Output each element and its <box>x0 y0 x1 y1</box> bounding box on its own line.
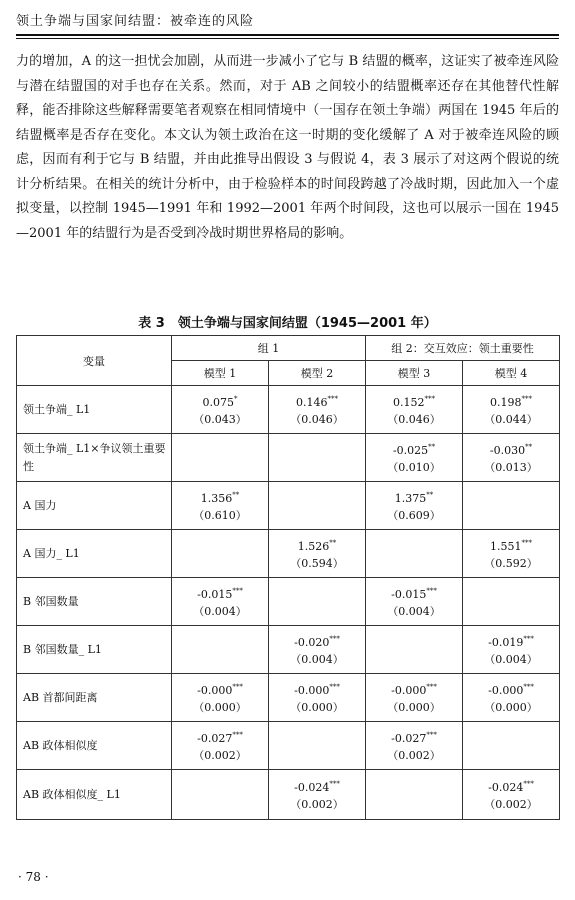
standard-error: （0.002） <box>387 749 441 762</box>
standard-error: （0.002） <box>290 798 344 811</box>
model-4-cell <box>463 482 560 530</box>
coefficient-value: -0.024 <box>294 781 330 794</box>
standard-error: （0.046） <box>290 413 344 426</box>
model-3-cell <box>366 482 463 530</box>
coefficient-value: -0.020 <box>294 636 330 649</box>
significance-stars: *** <box>521 539 532 547</box>
header-rule-thick <box>16 34 559 36</box>
standard-error: （0.046） <box>387 413 441 426</box>
model-3-cell <box>366 386 463 434</box>
coefficient-value: 0.075 <box>202 396 234 409</box>
significance-stars: *** <box>523 683 534 691</box>
coefficient-value: -0.015 <box>391 588 427 601</box>
coefficient <box>172 727 268 747</box>
model-4-cell <box>463 722 560 770</box>
significance-stars: ** <box>428 443 436 451</box>
standard-error: （0.004） <box>484 653 538 666</box>
header-group-1: 组 1 <box>172 336 366 361</box>
standard-error: （0.044） <box>484 413 538 426</box>
header-model-4: 模型 4 <box>463 361 560 386</box>
table-row <box>17 770 560 820</box>
coefficient <box>366 391 462 411</box>
header-model-1: 模型 1 <box>172 361 269 386</box>
significance-stars: *** <box>329 635 340 643</box>
model-3-cell <box>366 434 463 482</box>
model-1-cell <box>172 674 269 722</box>
significance-stars: * <box>234 395 238 403</box>
significance-stars: ** <box>329 539 337 547</box>
coefficient <box>172 391 268 411</box>
coefficient <box>463 439 559 459</box>
significance-stars: *** <box>329 683 340 691</box>
coefficient <box>463 631 559 651</box>
significance-stars: *** <box>329 780 340 788</box>
model-2-cell <box>269 434 366 482</box>
coefficient-value: -0.019 <box>488 636 524 649</box>
model-3-cell <box>366 674 463 722</box>
standard-error: （0.000） <box>290 701 344 714</box>
coefficient-value: 0.146 <box>296 396 328 409</box>
table-row <box>17 626 560 674</box>
significance-stars: ** <box>525 443 533 451</box>
coefficient-value: 1.356 <box>200 492 233 505</box>
model-1-cell <box>172 578 269 626</box>
coefficient <box>269 679 365 699</box>
model-1-cell <box>172 626 269 674</box>
coefficient-value: 0.152 <box>393 396 425 409</box>
coefficient-value: -0.000 <box>294 684 330 697</box>
table-row <box>17 434 560 482</box>
table-header-row-1 <box>17 336 560 361</box>
model-2-cell <box>269 386 366 434</box>
model-3-cell <box>366 626 463 674</box>
coefficient <box>269 631 365 651</box>
model-2-cell <box>269 578 366 626</box>
model-1-cell <box>172 386 269 434</box>
model-4-cell <box>463 434 560 482</box>
standard-error: （0.610） <box>193 509 247 522</box>
standard-error: （0.013） <box>484 461 538 474</box>
variable-label: A 国力 <box>17 482 172 530</box>
standard-error: （0.010） <box>387 461 441 474</box>
header-group-2: 组 2：交互效应：领土重要性 <box>366 336 560 361</box>
coefficient-value: -0.000 <box>197 684 233 697</box>
standard-error: （0.002） <box>484 798 538 811</box>
coefficient <box>366 487 462 507</box>
coefficient-value: -0.030 <box>489 444 526 457</box>
coefficient-value: -0.027 <box>197 732 233 745</box>
significance-stars: *** <box>232 731 243 739</box>
significance-stars: *** <box>521 395 532 403</box>
coefficient-value: 0.198 <box>490 396 522 409</box>
coefficient-value: 1.526 <box>297 540 330 553</box>
coefficient-value: -0.025 <box>392 444 429 457</box>
table-title: 表 3 领土争端与国家间结盟（1945—2001 年） <box>138 316 437 331</box>
body-paragraph: 力的增加，A 的这一担忧会加剧，从而进一步减小了它与 B 结盟的概率，这证实了被牵连风险与潜在结盟国的对手也存在关系。然而，对于 AB 之间较小的结盟概率还存在其他替代性解释，能否排除这些解释需要笔者观察在相同情境中（一国存在领土争端）两国在 1945 年后的结盟概率是否存在变化。本文认为领土政治在这一时期的变化缓解了 A 对于被牵连风险的顾虑，因而有利于它与 B 结盟，并由此推导出假设 3 与假说 4，表 3 展示了对这两个假说的统计分析结果。在相关的统计分析中，由于检验样本的时间段跨越了冷战时期，因此加入一个虚拟变量，以控制 1945—1991 年和 1992—2001 年两个时间段，这也可以展示一国在 1945—2001 年的结盟行为是否受到冷战时期世界格局的影响。 <box>16 54 559 241</box>
coefficient <box>366 583 462 603</box>
model-4-cell <box>463 770 560 820</box>
model-4-cell <box>463 674 560 722</box>
coefficient-value: -0.015 <box>197 588 233 601</box>
significance-stars: *** <box>426 731 437 739</box>
coefficient <box>366 727 462 747</box>
model-1-cell <box>172 434 269 482</box>
standard-error: （0.000） <box>387 701 441 714</box>
table-row <box>17 482 560 530</box>
model-1-cell <box>172 770 269 820</box>
significance-stars: *** <box>523 635 534 643</box>
header-model-3: 模型 3 <box>366 361 463 386</box>
coefficient <box>463 391 559 411</box>
model-1-cell <box>172 722 269 770</box>
standard-error: （0.592） <box>484 557 538 570</box>
model-2-cell <box>269 722 366 770</box>
model-2-cell <box>269 482 366 530</box>
variable-label: AB 首都间距离 <box>17 674 172 722</box>
model-4-cell <box>463 530 560 578</box>
variable-label: A 国力_ L1 <box>17 530 172 578</box>
table-row <box>17 530 560 578</box>
model-3-cell <box>366 770 463 820</box>
standard-error: （0.609） <box>387 509 441 522</box>
model-2-cell <box>269 674 366 722</box>
significance-stars: *** <box>523 780 534 788</box>
significance-stars: *** <box>426 683 437 691</box>
significance-stars: *** <box>424 395 435 403</box>
model-2-cell <box>269 626 366 674</box>
standard-error: （0.000） <box>484 701 538 714</box>
table-row <box>17 578 560 626</box>
variable-label: B 邻国数量_ L1 <box>17 626 172 674</box>
running-title: 领土争端与国家间结盟：被牵连的风险 <box>16 14 255 29</box>
header-rule-thin <box>16 38 559 39</box>
standard-error: （0.000） <box>193 701 247 714</box>
coefficient-value: 1.551 <box>490 540 522 553</box>
coefficient <box>172 679 268 699</box>
coefficient <box>366 439 462 459</box>
model-2-cell <box>269 530 366 578</box>
coefficient <box>463 679 559 699</box>
significance-stars: *** <box>232 683 243 691</box>
model-2-cell <box>269 770 366 820</box>
table-row <box>17 386 560 434</box>
results-table-container <box>16 335 559 820</box>
model-3-cell <box>366 722 463 770</box>
table-body <box>17 386 560 820</box>
standard-error: （0.594） <box>290 557 344 570</box>
model-3-cell <box>366 530 463 578</box>
results-table <box>16 335 560 820</box>
page-number: · 78 · <box>18 870 49 884</box>
table-row <box>17 674 560 722</box>
coefficient <box>269 535 365 555</box>
variable-label: AB 政体相似度_ L1 <box>17 770 172 820</box>
standard-error: （0.004） <box>387 605 441 618</box>
variable-label: 领土争端_ L1 <box>17 386 172 434</box>
coefficient-value: -0.027 <box>391 732 427 745</box>
coefficient-value: -0.000 <box>488 684 524 697</box>
running-header <box>16 10 559 36</box>
body-text <box>16 50 559 246</box>
model-4-cell <box>463 626 560 674</box>
coefficient <box>172 583 268 603</box>
coefficient <box>172 487 268 507</box>
coefficient <box>463 776 559 796</box>
table-row <box>17 722 560 770</box>
significance-stars: ** <box>232 491 240 499</box>
variable-label: 领土争端_ L1×争议领土重要性 <box>17 434 172 482</box>
model-3-cell <box>366 578 463 626</box>
model-4-cell <box>463 578 560 626</box>
significance-stars: *** <box>426 587 437 595</box>
coefficient-value: -0.000 <box>391 684 427 697</box>
coefficient <box>463 535 559 555</box>
model-4-cell <box>463 386 560 434</box>
standard-error: （0.043） <box>193 413 247 426</box>
coefficient <box>366 679 462 699</box>
variable-label: AB 政体相似度 <box>17 722 172 770</box>
coefficient-value: 1.375 <box>394 492 427 505</box>
standard-error: （0.002） <box>193 749 247 762</box>
standard-error: （0.004） <box>193 605 247 618</box>
header-variable: 变量 <box>17 336 172 386</box>
coefficient <box>269 391 365 411</box>
model-1-cell <box>172 482 269 530</box>
standard-error: （0.004） <box>290 653 344 666</box>
coefficient-value: -0.024 <box>488 781 524 794</box>
header-model-2: 模型 2 <box>269 361 366 386</box>
coefficient <box>269 776 365 796</box>
significance-stars: ** <box>426 491 434 499</box>
significance-stars: *** <box>327 395 338 403</box>
variable-label: B 邻国数量 <box>17 578 172 626</box>
model-1-cell <box>172 530 269 578</box>
significance-stars: *** <box>232 587 243 595</box>
